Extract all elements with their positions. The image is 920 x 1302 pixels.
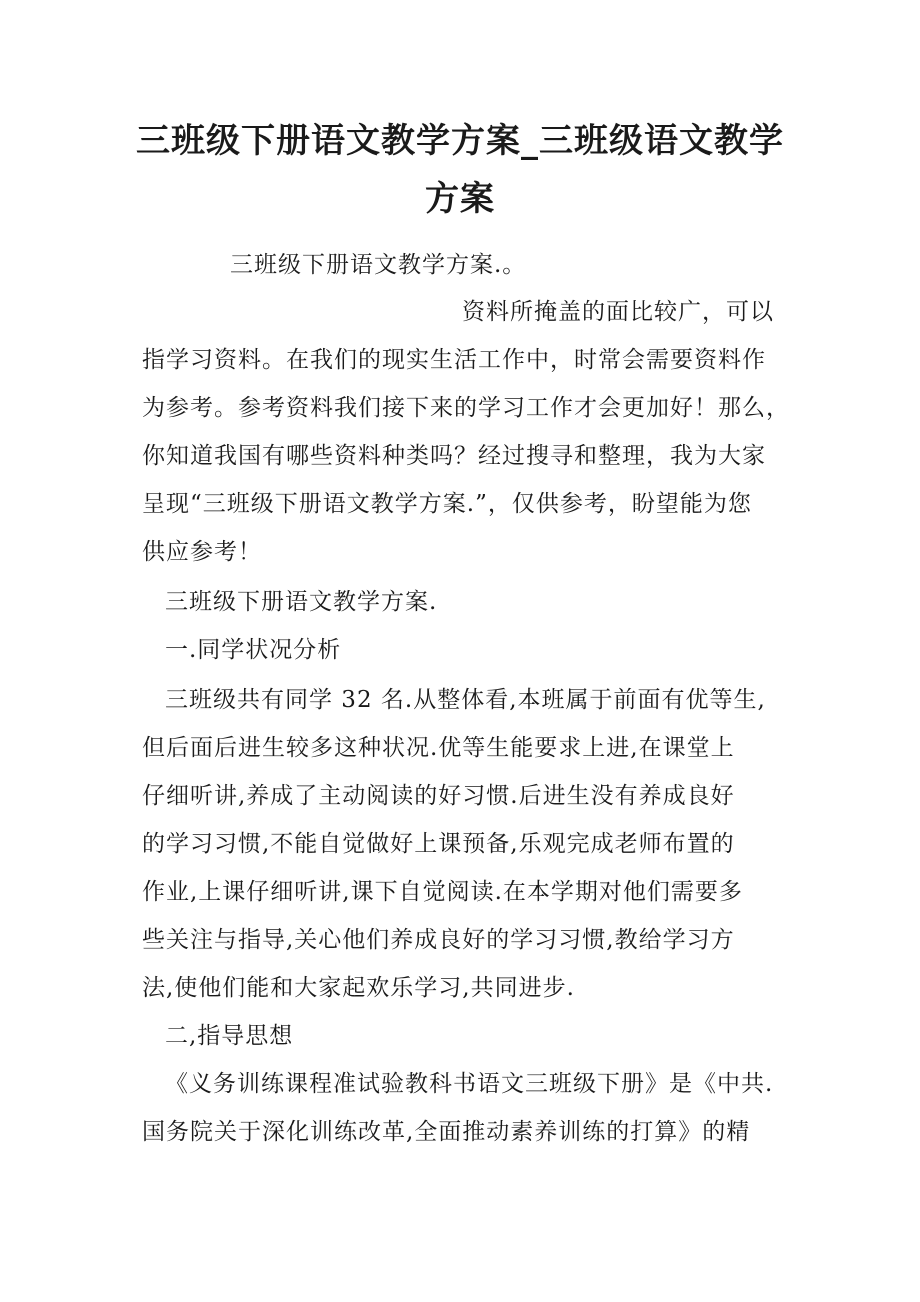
paragraph-line: 《义务训练课程准试验教科书语文三班级下册》是《中共. (165, 1071, 774, 1097)
paragraph-line: 指学习资料。在我们的现实生活工作中，时常会需要资料作 (142, 347, 766, 373)
document-title (120, 112, 800, 228)
section-title-text: 三班级下册语文教学方案. (165, 589, 438, 615)
paragraph-line: 法,使他们能和大家起欢乐学习,共同进步. (142, 975, 575, 1001)
section2-heading-text: 二,指导思想 (165, 1023, 294, 1049)
section2-heading (165, 1012, 817, 1060)
title-line: 方案 (425, 179, 495, 219)
paragraph-line: 作业,上课仔细听讲,课下自觉阅读.在本学期对他们需要多 (142, 879, 743, 905)
section-title (165, 578, 817, 626)
intro-heading-text: 三班级下册语文教学方案.。 (230, 252, 527, 278)
paragraph-line: 你知道我国有哪些资料种类吗？经过搜寻和整理，我为大家 (142, 443, 766, 469)
paragraph-line: 三班级共有同学 32 名.从整体看,本班属于前面有优等生, (165, 687, 766, 713)
title-line: 三班级下册语文教学方案_三班级语文教学 (136, 121, 784, 161)
paragraph-line: 供应参考！ (142, 539, 262, 565)
section1-paragraph (142, 676, 794, 1012)
intro-paragraph (142, 288, 794, 576)
paragraph-line: 但后面后进生较多这种状况.优等生能要求上进,在课堂上 (142, 735, 735, 761)
paragraph-line: 的学习习惯,不能自觉做好上课预备,乐观完成老师布置的 (142, 831, 735, 857)
section1-heading (165, 626, 817, 674)
intro-heading (230, 241, 882, 289)
paragraph-line: 呈现“三班级下册语文教学方案.”，仅供参考，盼望能为您 (142, 491, 752, 517)
section2-paragraph (142, 1060, 794, 1156)
paragraph-line: 资料所掩盖的面比较广，可以 (462, 299, 774, 325)
paragraph-line: 些关注与指导,关心他们养成良好的学习习惯,教给学习方 (142, 927, 735, 953)
section1-heading-text: 一.同学状况分析 (165, 637, 342, 663)
paragraph-line: 国务院关于深化训练改革,全面推动素养训练的打算》的精 (142, 1119, 751, 1145)
paragraph-line: 为参考。参考资料我们接下来的学习工作才会更加好！那么， (142, 395, 790, 421)
paragraph-line: 仔细听讲,养成了主动阅读的好习惯.后进生没有养成良好 (142, 783, 735, 809)
